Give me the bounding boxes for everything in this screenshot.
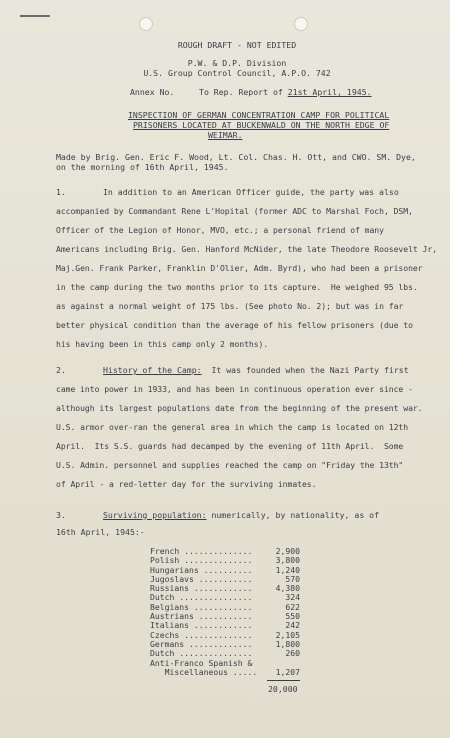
para2-line: of April - a red-letter day for the surviving inmates.: [56, 479, 317, 489]
annex-line: [130, 87, 372, 97]
table-row: [150, 630, 300, 639]
table-row: [150, 667, 300, 676]
para2-line: U.S. armor over-ran the general area in which the camp is located on 12th: [56, 422, 409, 432]
nationality-label: Polish ..............: [150, 555, 253, 566]
table-row: [150, 555, 300, 564]
division-line: P.W. & D.P. Division: [187, 58, 287, 68]
para1-line: Americans including Brig. Gen. Hanford McNider, the late Theodore Roosevelt Jr,: [56, 244, 438, 254]
council-line: U.S. Group Control Council, A.P.O. 742: [143, 68, 331, 78]
nationality-label: Hungarians ..........: [150, 564, 253, 575]
para2-first-line: [103, 365, 409, 375]
total-underline: [267, 680, 300, 681]
margin-mark: [20, 15, 50, 17]
para2-line: came into power in 1933, and has been in continuous operation ever since -: [56, 384, 413, 394]
para2-first-text: It was founded when the Nazi Party first: [201, 365, 409, 375]
nationality-count: 1,207: [275, 666, 300, 677]
nationality-count: 4,380: [275, 583, 300, 594]
nationality-label: French ..............: [150, 546, 253, 556]
title-line-1: INSPECTION OF GERMAN CONCENTRATION CAMP FOR POLITICAL: [128, 110, 390, 120]
nationality-label: Dutch ...............: [150, 592, 253, 603]
para3-number: 3.: [56, 510, 66, 520]
nationality-count: 2,900: [275, 546, 300, 556]
nationality-count: 260: [285, 648, 300, 659]
nationality-count: 550: [285, 611, 300, 622]
title-line-2: PRISONERS LOCATED AT BUCKENWALD ON THE NORTH EDGE OF: [133, 120, 390, 130]
nationality-count: 1,800: [275, 638, 300, 649]
nationality-label: Russians ............: [150, 583, 253, 594]
table-row: [150, 611, 300, 620]
nationality-count: 570: [285, 573, 300, 584]
table-row: [150, 602, 300, 611]
para1-line: in the camp during the two months prior to its capture. He weighed 95 lbs.: [56, 282, 418, 292]
nationality-count: 324: [285, 592, 300, 603]
draft-label: ROUGH DRAFT - NOT EDITED: [177, 40, 297, 50]
nationality-label: Belgians ............: [150, 601, 253, 612]
table-row: [150, 639, 300, 648]
table-row: [150, 583, 300, 592]
para1-line: Officer of the Legion of Honor, MVO, etc.; a personal friend of many: [56, 225, 384, 235]
intro-line-1: Made by Brig. Gen. Eric F. Wood, Lt. Col. Chas. H. Ott, and CWO. SM. Dye,: [56, 152, 416, 162]
table-row: [150, 592, 300, 601]
annex-date: 21st April, 1945.: [287, 87, 372, 97]
para1-line: better physical condition than the average of his fellow prisoners (due to: [56, 320, 413, 330]
nationality-label: Germans .............: [150, 638, 253, 649]
para3-first-text: numerically, by nationality, as of: [206, 510, 380, 520]
population-total: 20,000: [268, 684, 298, 694]
table-row: [150, 565, 300, 574]
table-row: [150, 648, 300, 657]
nationality-count: 1,240: [275, 564, 300, 575]
table-row: [150, 546, 300, 555]
table-row: [150, 574, 300, 583]
punch-hole-right: [294, 17, 308, 31]
table-row: [150, 620, 300, 629]
nationality-label: Jugoslavs ...........: [150, 573, 253, 584]
punch-hole-left: [139, 17, 153, 31]
para2-number: 2.: [56, 365, 66, 375]
para1-line: Maj.Gen. Frank Parker, Franklin D'Olier, Adm. Byrd), who had been a prisoner: [56, 263, 423, 273]
title-line-3: WEIMAR.: [208, 130, 243, 140]
nationality-count: 2,105: [275, 629, 300, 640]
para1-number: 1.: [56, 187, 66, 197]
annex-label: Annex No. To Rep. Report of: [130, 87, 283, 97]
nationality-count: 622: [285, 601, 300, 612]
para1-first-line: In addition to an American Officer guide, the party was also: [103, 187, 399, 197]
population-table: [150, 546, 300, 676]
nationality-count: 242: [285, 620, 300, 631]
nationality-label: Miscellaneous .....: [150, 666, 258, 677]
para2-heading: History of the Camp:: [103, 365, 202, 375]
para3-second-line: 16th April, 1945:-: [56, 527, 145, 537]
nationality-label: Czechs ..............: [150, 629, 253, 640]
nationality-label: Anti-Franco Spanish &: [150, 657, 253, 668]
nationality-label: Austrians ...........: [150, 611, 253, 622]
para1-line: his having been in this camp only 2 months).: [56, 339, 269, 349]
para1-line: as against a normal weight of 175 lbs. (See photo No. 2); but was in far: [56, 301, 404, 311]
nationality-label: Italians ............: [150, 620, 253, 631]
intro-line-2: on the morning of 16th April, 1945.: [56, 162, 229, 172]
para1-line: accompanied by Commandant Rene L'Hopital (former ADC to Marshal Foch, DSM,: [56, 206, 413, 216]
para2-line: April. Its S.S. guards had decamped by the evening of 11th April. Some: [56, 441, 404, 451]
para3-first-line: [103, 510, 379, 520]
para2-line: U.S. Admin. personnel and supplies reached the camp on "Friday the 13th": [56, 460, 404, 470]
nationality-label: Dutch ...............: [150, 648, 253, 659]
para3-heading: Surviving population:: [103, 510, 207, 520]
nationality-count: 3,800: [275, 555, 300, 566]
table-row: [150, 658, 300, 667]
para2-line: although its largest populations date from the beginning of the present war.: [56, 403, 423, 413]
